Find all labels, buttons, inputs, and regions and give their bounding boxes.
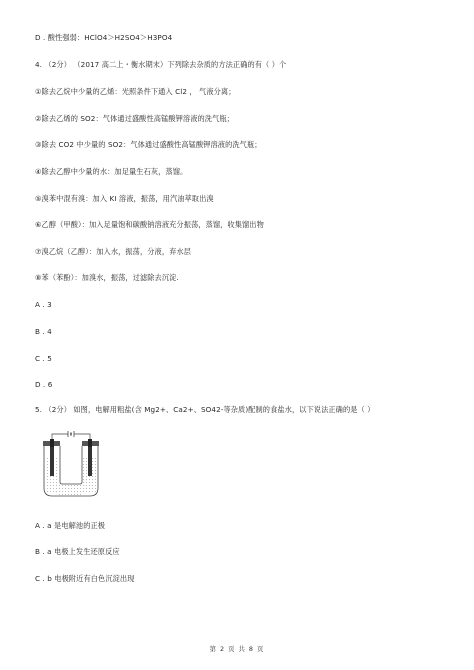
q4-item-7: ⑦溴乙烷（乙醇）：加入水，振荡，分液，弃水层 (35, 247, 191, 256)
q4-option-d: D . 6 (35, 380, 53, 389)
q4-item-8: ⑧苯（苯酚）：加溴水，振荡，过滤除去沉淀. (35, 273, 179, 282)
q4-option-c: C . 5 (35, 354, 52, 363)
q5-option-b: B . a 电极上发生还原反应 (35, 547, 120, 556)
question-5-stem: 5. （2分） 如图，电解用粗盐(含 Mg2+、Ca2+、SO42-等杂质)配制的食盐水，以下说法正确的是（ ） (35, 405, 375, 414)
q4-item-6: ⑥乙醇（甲酸）：加入足量饱和碳酸钠溶液充分振荡，蒸馏，收集馏出物 (35, 220, 264, 229)
electrode-b (88, 442, 92, 476)
q4-option-a: A . 3 (35, 300, 52, 309)
q4-item-2: ②除去乙烯的 SO2：气体通过盛酸性高锰酸钾溶液的洗气瓶； (35, 114, 234, 123)
battery-icon (68, 431, 74, 437)
q4-item-1: ①除去乙烷中少量的乙烯：光照条件下通入 Cl2 ， 气液分离； (35, 87, 236, 96)
electrode-a (50, 442, 54, 476)
q3-option-d: D . 酸性强弱：HClO4＞H2SO4＞H3PO4 (35, 33, 173, 42)
page-footer: 第 2 页 共 8 页 (209, 645, 265, 653)
question-4-stem: 4. （2分） （2017 高二上・衡水期末）下列除去杂质的方法正确的有（ ）个 (35, 60, 287, 69)
q4-item-3: ③除去 CO2 中少量的 SO2：气体通过盛酸性高锰酸钾溶液的洗气瓶； (35, 140, 262, 149)
q5-option-c: C . b 电极附近有白色沉淀出现 (35, 574, 135, 583)
q4-item-5: ⑤溴苯中混有溴：加入 KI 溶液，振荡，用汽油萃取出溴 (35, 194, 214, 203)
q4-option-b: B . 4 (35, 327, 52, 336)
q5-option-a: A . a 是电解池的正极 (35, 521, 106, 530)
q4-item-4: ④除去乙醇中少量的水：加足量生石灰，蒸馏。 (35, 167, 188, 176)
electrolysis-apparatus-diagram (40, 430, 102, 498)
